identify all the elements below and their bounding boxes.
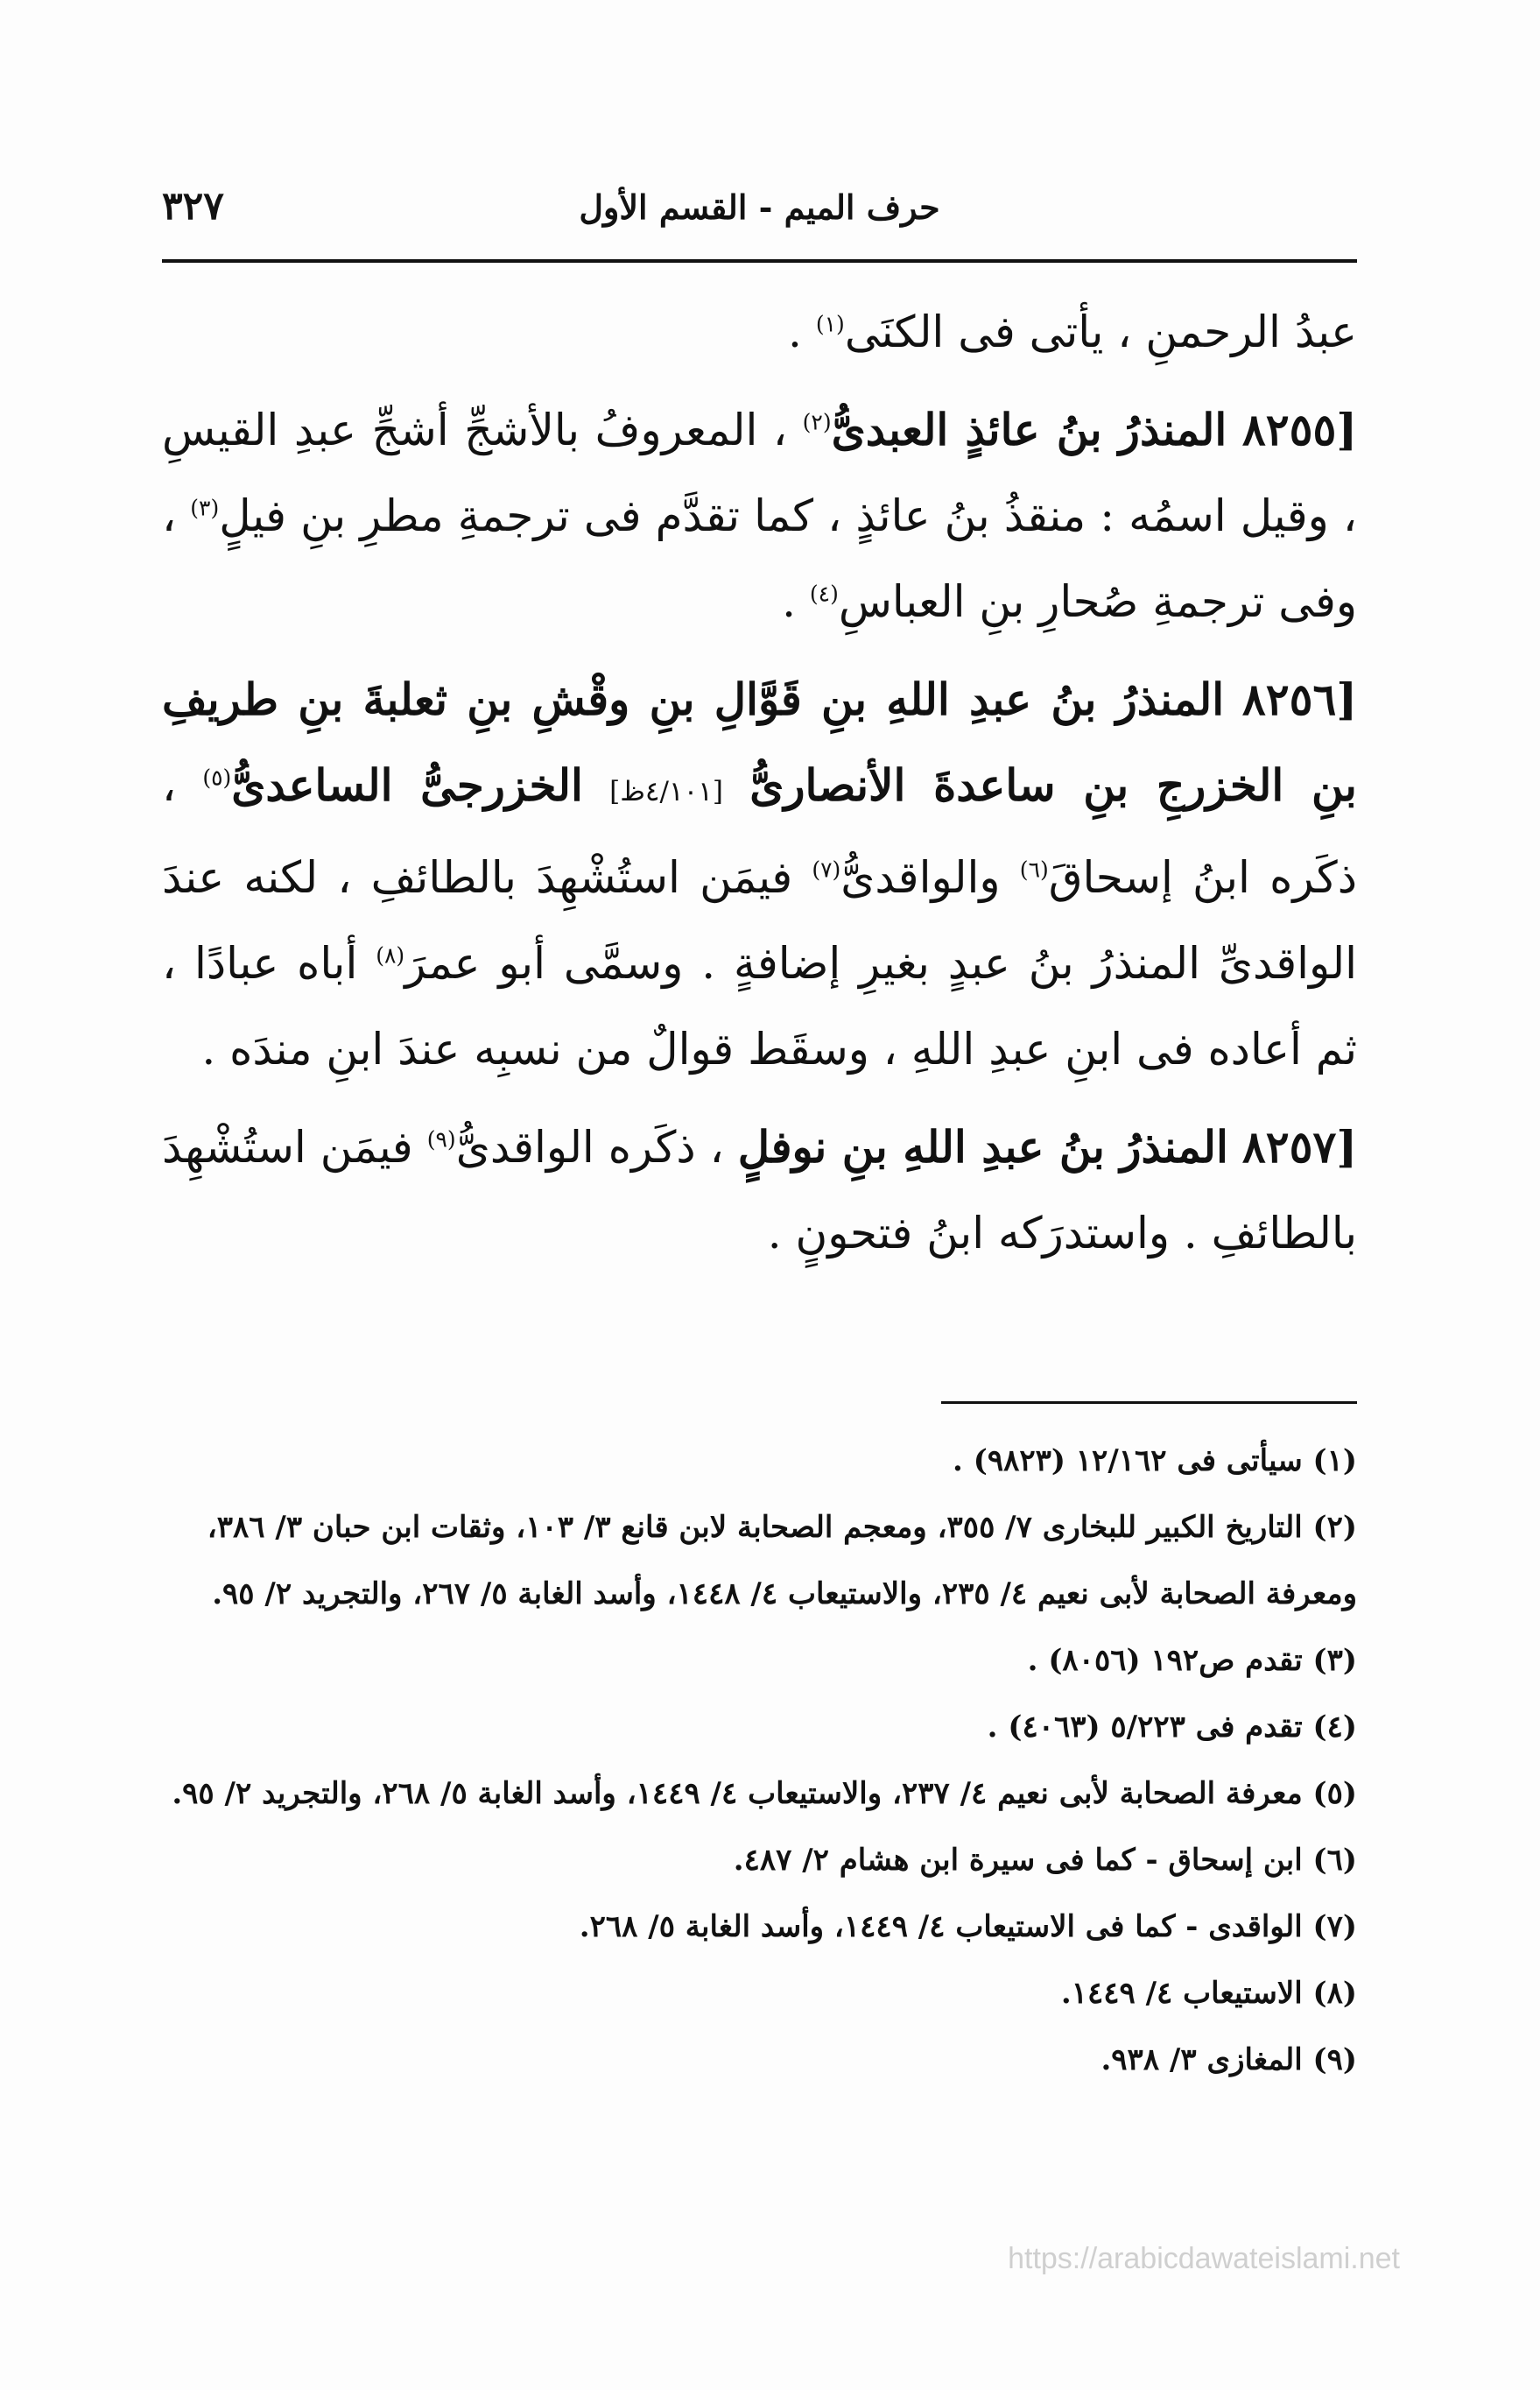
manuscript-ref: [٤/١٠١ظ] [609, 776, 724, 807]
footnote-5: (٥) معرفة الصحابة لأبى نعيم ٤/ ٢٣٧، والاستيعاب ٤/ ١٤٤٩، وأسد الغابة ٥/ ٢٦٨، والتجريد ٢/ ٩٥. [172, 1776, 1357, 1811]
footnote-rule [941, 1401, 1357, 1404]
entry-text: والواقدىُّ [840, 852, 1001, 903]
footnote-marker-4: (٤) [809, 581, 839, 607]
entry-text: ، المعروفُ بالأشجِّ أشجِّ عبدِ القيسِ ، وقيل اسمُه : منقذُ بنُ عائذٍ ، كما تقدَّم فى ترجمةِ مطرِ بنِ فيلٍ [162, 405, 1357, 541]
entry-text: ، وفى ترجمةِ صُحارِ بنِ العباسِ [162, 490, 1357, 627]
entry-name-cont: الخزرجىُّ الساعدىُّ [231, 759, 583, 811]
footnote-marker-7: (٧) [812, 857, 841, 883]
header-rule [162, 259, 1357, 263]
entry-8257 [162, 1104, 1357, 1276]
footnote-9: (٩) المغازى ٣/ ٩٣٨. [1101, 2042, 1357, 2077]
footnote-marker-8: (٨) [376, 942, 405, 969]
footnote-marker-5: (٥) [202, 765, 232, 791]
entry-end: . [782, 576, 810, 627]
entry-text: فيمَن استُشْهِدَ بالطائفِ ، لكنه عندَ الواقدىِّ المنذرُ بنُ عبدٍ بغيرِ إضافةٍ . وسمَّى أبو عمرَ [162, 852, 1357, 989]
footnote-1: (١) سيأتى فى ١٢/١٦٢ (٩٨٢٣) . [953, 1443, 1357, 1478]
entry-number: [٨٢٥٥ [1241, 404, 1357, 455]
entry-text: فيمَن استُشْهِدَ بالطائفِ . واستدرَكه ابنُ فتحونٍ . [162, 1122, 1357, 1258]
footnote-4: (٤) تقدم فى ٥/٢٢٣ (٤٠٦٣) . [987, 1710, 1357, 1745]
intro-text: عبدُ الرحمنِ ، يأتى فى الكنَى [844, 307, 1357, 357]
page-header [162, 184, 1357, 236]
intro-paragraph [162, 289, 1357, 375]
entry-name: المنذرُ بنُ عبدِ اللهِ بنِ نوفلٍ [737, 1121, 1228, 1173]
entry-8256 [162, 657, 1357, 1092]
footnote-6: (٦) ابن إسحاق - كما فى سيرة ابن هشام ٢/ ٤٨٧. [733, 1843, 1357, 1878]
footnote-marker-6: (٦) [1019, 857, 1049, 883]
entry-8255 [162, 387, 1357, 645]
entry-number: [٨٢٥٧ [1241, 1121, 1357, 1173]
footnote-marker-3: (٣) [190, 495, 220, 521]
footnote-marker-9: (٩) [426, 1126, 456, 1153]
footnotes [162, 1428, 1357, 2093]
entry-text: ، ذكَره الواقدىُّ [455, 1122, 724, 1173]
entry-name: المنذرُ بنُ عائذٍ العبدىُّ [831, 404, 1227, 455]
watermark-url: https://arabicdawateislami.net [1008, 2242, 1400, 2275]
page-number: ٣٢٧ [162, 184, 224, 229]
intro-end: . [788, 307, 816, 357]
entry-text: ، ذكَره ابنُ إسحاقَ [162, 760, 1357, 903]
entry-name: المنذرُ بنُ عبدِ اللهِ بنِ قَوَّالِ بنِ وقْشِ بنِ ثعلبةَ بنِ طريفِ بنِ الخزرجِ بنِ ساعدةَ الأنصارىُّ [162, 673, 1357, 811]
entry-text: أباه عبادًا ، ثم أعاده فى ابنِ عبدِ اللهِ ، وسقَط قوالٌ من نسبِه عندَ ابنِ مندَه . [162, 938, 1357, 1075]
footnote-3: (٣) تقدم ص١٩٢ (٨٠٥٦) . [1027, 1643, 1357, 1678]
entry-number: [٨٢٥٦ [1241, 673, 1357, 725]
footnote-marker-2: (٢) [802, 409, 832, 435]
footnote-2: (٢) التاريخ الكبير للبخارى ٧/ ٣٥٥، ومعجم الصحابة لابن قانع ٣/ ١٠٣، وثقات ابن حبان ٣/ ٣٨٦، ومعرفة الصحابة لأبى نعيم ٤/ ٢٣٥، والاستيعاب ٤/ ١٤٤٨، وأسد الغابة ٥/ ٢٦٧، والتجريد ٢/ ٩٥. [207, 1510, 1357, 1611]
main-text [162, 289, 1357, 1288]
running-title: حرف الميم - القسم الأول [579, 187, 940, 227]
footnote-8: (٨) الاستيعاب ٤/ ١٤٤٩. [1060, 1976, 1357, 2011]
footnote-7: (٧) الواقدى - كما فى الاستيعاب ٤/ ١٤٤٩، وأسد الغابة ٥/ ٢٦٨. [579, 1909, 1357, 1944]
footnote-marker-1: (١) [815, 311, 845, 337]
